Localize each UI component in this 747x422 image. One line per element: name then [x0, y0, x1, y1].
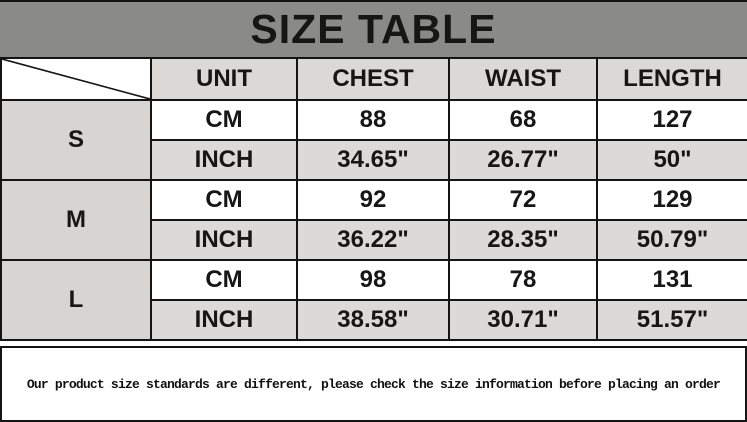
- cell-l-cm-length: 131: [597, 260, 747, 300]
- cell-l-cm-waist: 78: [449, 260, 597, 300]
- diagonal-line-icon: [2, 59, 150, 99]
- cell-s-cm-length: 127: [597, 100, 747, 140]
- cell-l-inch-unit: INCH: [151, 300, 297, 340]
- cell-m-inch-length: 50.79": [597, 220, 747, 260]
- cell-l-cm-chest: 98: [297, 260, 449, 300]
- note-box: [0, 346, 747, 422]
- table-row-m-cm: [1, 180, 747, 220]
- cell-m-cm-waist: 72: [449, 180, 597, 220]
- note-text: Our product size standards are different, please check the size information before placing an order: [26, 376, 721, 392]
- cell-m-inch-unit: INCH: [151, 220, 297, 260]
- table-row-l-cm: [1, 260, 747, 300]
- cell-s-cm-chest: 88: [297, 100, 449, 140]
- cell-s-inch-length: 50": [597, 140, 747, 180]
- column-header-unit: UNIT: [151, 58, 297, 100]
- cell-m-inch-waist: 28.35": [449, 220, 597, 260]
- cell-l-inch-chest: 38.58": [297, 300, 449, 340]
- cell-s-cm-waist: 68: [449, 100, 597, 140]
- cell-m-cm-chest: 92: [297, 180, 449, 220]
- table-header-row: [1, 58, 747, 100]
- size-label-l: L: [1, 260, 151, 340]
- column-header-waist: WAIST: [449, 58, 597, 100]
- cell-m-cm-length: 129: [597, 180, 747, 220]
- cell-m-cm-unit: CM: [151, 180, 297, 220]
- cell-l-inch-length: 51.57": [597, 300, 747, 340]
- diagonal-header-cell: [1, 58, 151, 100]
- table-row-s-cm: [1, 100, 747, 140]
- column-header-length: LENGTH: [597, 58, 747, 100]
- cell-l-inch-waist: 30.71": [449, 300, 597, 340]
- size-label-m: M: [1, 180, 151, 260]
- cell-s-cm-unit: CM: [151, 100, 297, 140]
- column-header-chest: CHEST: [297, 58, 449, 100]
- size-table: [0, 57, 747, 341]
- cell-m-inch-chest: 36.22": [297, 220, 449, 260]
- cell-s-inch-unit: INCH: [151, 140, 297, 180]
- cell-s-inch-waist: 26.77": [449, 140, 597, 180]
- cell-s-inch-chest: 34.65": [297, 140, 449, 180]
- page-title: SIZE TABLE: [0, 0, 747, 57]
- cell-l-cm-unit: CM: [151, 260, 297, 300]
- size-label-s: S: [1, 100, 151, 180]
